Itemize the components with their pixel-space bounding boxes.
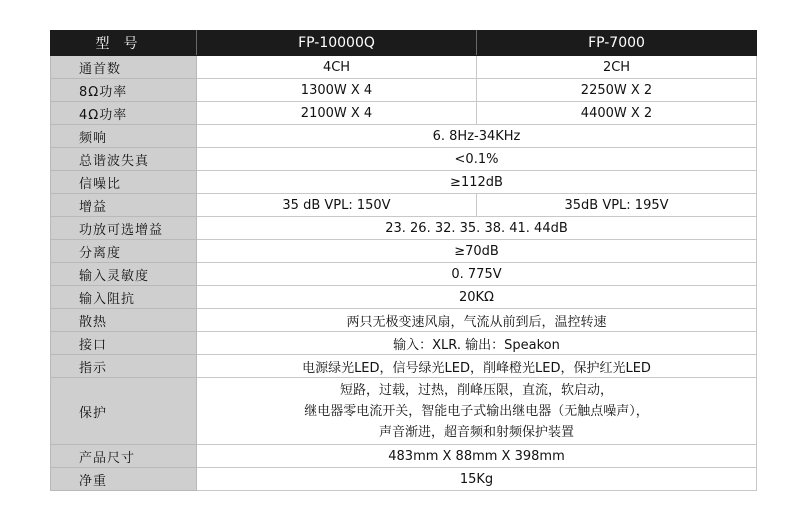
value: 电源绿光LED，信号绿光LED，削峰橙光LED，保护红光LED — [197, 355, 757, 378]
row-label: 净重 — [51, 468, 197, 491]
value-a: 35 dB VPL: 150V — [197, 194, 477, 217]
row-cooling — [51, 309, 757, 332]
row-connectors — [51, 332, 757, 355]
value: 483mm X 88mm X 398mm — [197, 445, 757, 468]
value: ≥112dB — [197, 171, 757, 194]
row-label: 接口 — [51, 332, 197, 355]
row-power-8ohm — [51, 79, 757, 102]
row-net-weight — [51, 468, 757, 491]
value — [197, 378, 757, 445]
row-label: 通首数 — [51, 56, 197, 79]
row-label: 保护 — [51, 378, 197, 445]
value: 6. 8Hz-34KHz — [197, 125, 757, 148]
row-selectable-gain — [51, 217, 757, 240]
row-gain — [51, 194, 757, 217]
row-frequency-response — [51, 125, 757, 148]
row-label: 功放可选增益 — [51, 217, 197, 240]
value-b: 2CH — [477, 56, 757, 79]
value-a: 1300W X 4 — [197, 79, 477, 102]
value: 20KΩ — [197, 286, 757, 309]
header-row — [51, 31, 757, 56]
value: 0. 775V — [197, 263, 757, 286]
value: 输入：XLR. 输出：Speakon — [197, 332, 757, 355]
spec-table — [50, 30, 757, 491]
row-input-sensitivity — [51, 263, 757, 286]
row-channels — [51, 56, 757, 79]
row-label: 指示 — [51, 355, 197, 378]
row-label: 8Ω功率 — [51, 79, 197, 102]
value-b: 35dB VPL: 195V — [477, 194, 757, 217]
row-label: 输入灵敏度 — [51, 263, 197, 286]
row-indicators — [51, 355, 757, 378]
row-dimensions — [51, 445, 757, 468]
model-a-heading: FP-10000Q — [197, 31, 477, 56]
protection-line: 短路，过载，过热，削峰压限，直流，软启动， — [339, 382, 613, 398]
value: 23. 26. 32. 35. 38. 41. 44dB — [197, 217, 757, 240]
value: 两只无极变速风扇，气流从前到后，温控转速 — [197, 309, 757, 332]
row-label: 4Ω功率 — [51, 102, 197, 125]
value: 15Kg — [197, 468, 757, 491]
model-label: 型号 — [51, 31, 197, 56]
row-snr — [51, 171, 757, 194]
row-label: 频响 — [51, 125, 197, 148]
value-a: 4CH — [197, 56, 477, 79]
row-protection — [51, 378, 757, 445]
model-b-heading: FP-7000 — [477, 31, 757, 56]
row-label: 增益 — [51, 194, 197, 217]
row-label: 产品尺寸 — [51, 445, 197, 468]
value-a: 2100W X 4 — [197, 102, 477, 125]
row-label: 分离度 — [51, 240, 197, 263]
row-thd — [51, 148, 757, 171]
value: ≥70dB — [197, 240, 757, 263]
row-separation — [51, 240, 757, 263]
row-power-4ohm — [51, 102, 757, 125]
row-input-impedance — [51, 286, 757, 309]
value-b: 2250W X 2 — [477, 79, 757, 102]
row-label: 散热 — [51, 309, 197, 332]
protection-line: 继电器零电流开关，智能电子式输出继电器（无触点噪声）， — [304, 403, 649, 419]
row-label: 信噪比 — [51, 171, 197, 194]
row-label: 总谐波失真 — [51, 148, 197, 171]
row-label: 输入阻抗 — [51, 286, 197, 309]
value-b: 4400W X 2 — [477, 102, 757, 125]
value: <0.1% — [197, 148, 757, 171]
protection-line: 声音渐进，超音频和射频保护装置 — [378, 424, 574, 440]
